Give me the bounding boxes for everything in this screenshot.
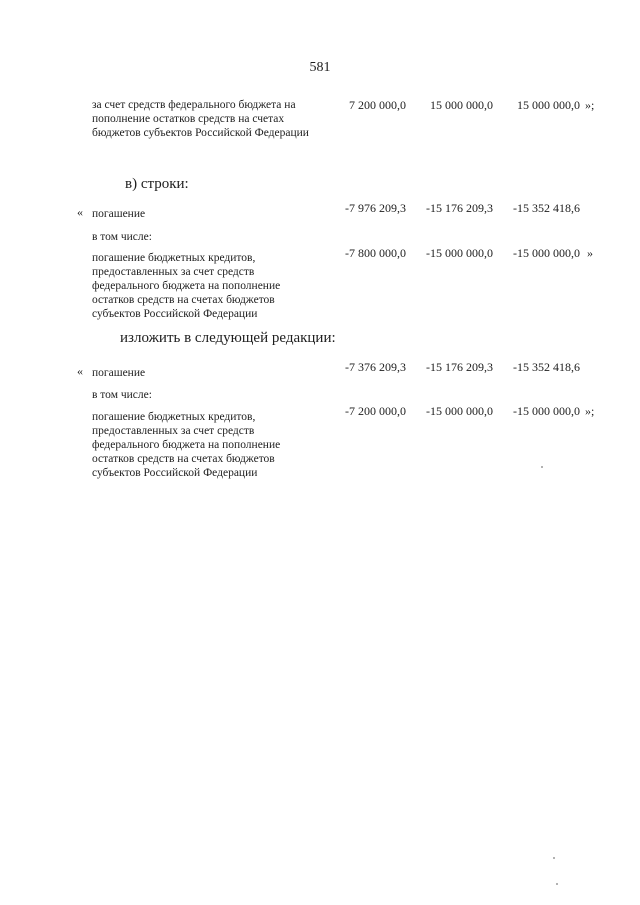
block3-row1-value-3: -15 352 418,6 [513, 360, 580, 374]
block3-row1-value-1: -7 376 209,3 [345, 360, 406, 374]
block1-value-3: 15 000 000,0 [517, 98, 580, 112]
block3-row3-value-1: -7 200 000,0 [345, 404, 406, 418]
block3-row1-value-2: -15 176 209,3 [426, 360, 493, 374]
heading-new-edition: изложить в следующей редакции: [120, 330, 336, 346]
block2-row3-value-2: -15 000 000,0 [426, 246, 493, 260]
block3-row1-label: погашение [92, 367, 146, 379]
block1-description: за счет средств федерального бюджета на пополнение остатков средств на счетах бюджетов субъектов Российской Федерации [92, 99, 309, 139]
block2-row3-label: погашение бюджетных кредитов, предоставленных за счет средств федерального бюджета на пополнение остатков средств на счетах бюджетов субъектов Российской Федерации [92, 252, 281, 320]
block2-row3-value-3: -15 000 000,0 [513, 246, 580, 260]
block2-open-quote: « [77, 205, 83, 219]
block2-row1-value-3: -15 352 418,6 [513, 201, 580, 215]
block3-row3-value-2: -15 000 000,0 [426, 404, 493, 418]
block2-row1-value-2: -15 176 209,3 [426, 201, 493, 215]
block1-value-1: 7 200 000,0 [349, 98, 406, 112]
block3-row3-label: погашение бюджетных кредитов, предоставленных за счет средств федерального бюджета на пополнение остатков средств на счетах бюджетов субъектов Российской Федерации [92, 411, 281, 479]
block2-row2-label: в том числе: [92, 231, 152, 243]
scan-speck [553, 857, 555, 859]
scan-speck [556, 883, 558, 885]
block2-close-quote: » [587, 246, 593, 260]
block1-value-2: 15 000 000,0 [430, 98, 493, 112]
block1-end-mark: »; [585, 98, 595, 112]
block2-row1-value-1: -7 976 209,3 [345, 201, 406, 215]
scan-speck [541, 466, 543, 468]
block3-row2-label: в том числе: [92, 389, 152, 401]
heading-rows: в) строки: [125, 176, 189, 192]
block3-row3-value-3: -15 000 000,0 [513, 404, 580, 418]
page-number: 581 [309, 60, 331, 75]
block2-row1-label: погашение [92, 208, 146, 220]
block2-row3-value-1: -7 800 000,0 [345, 246, 406, 260]
block3-open-quote: « [77, 364, 83, 378]
block3-close-quote: »; [585, 404, 595, 418]
